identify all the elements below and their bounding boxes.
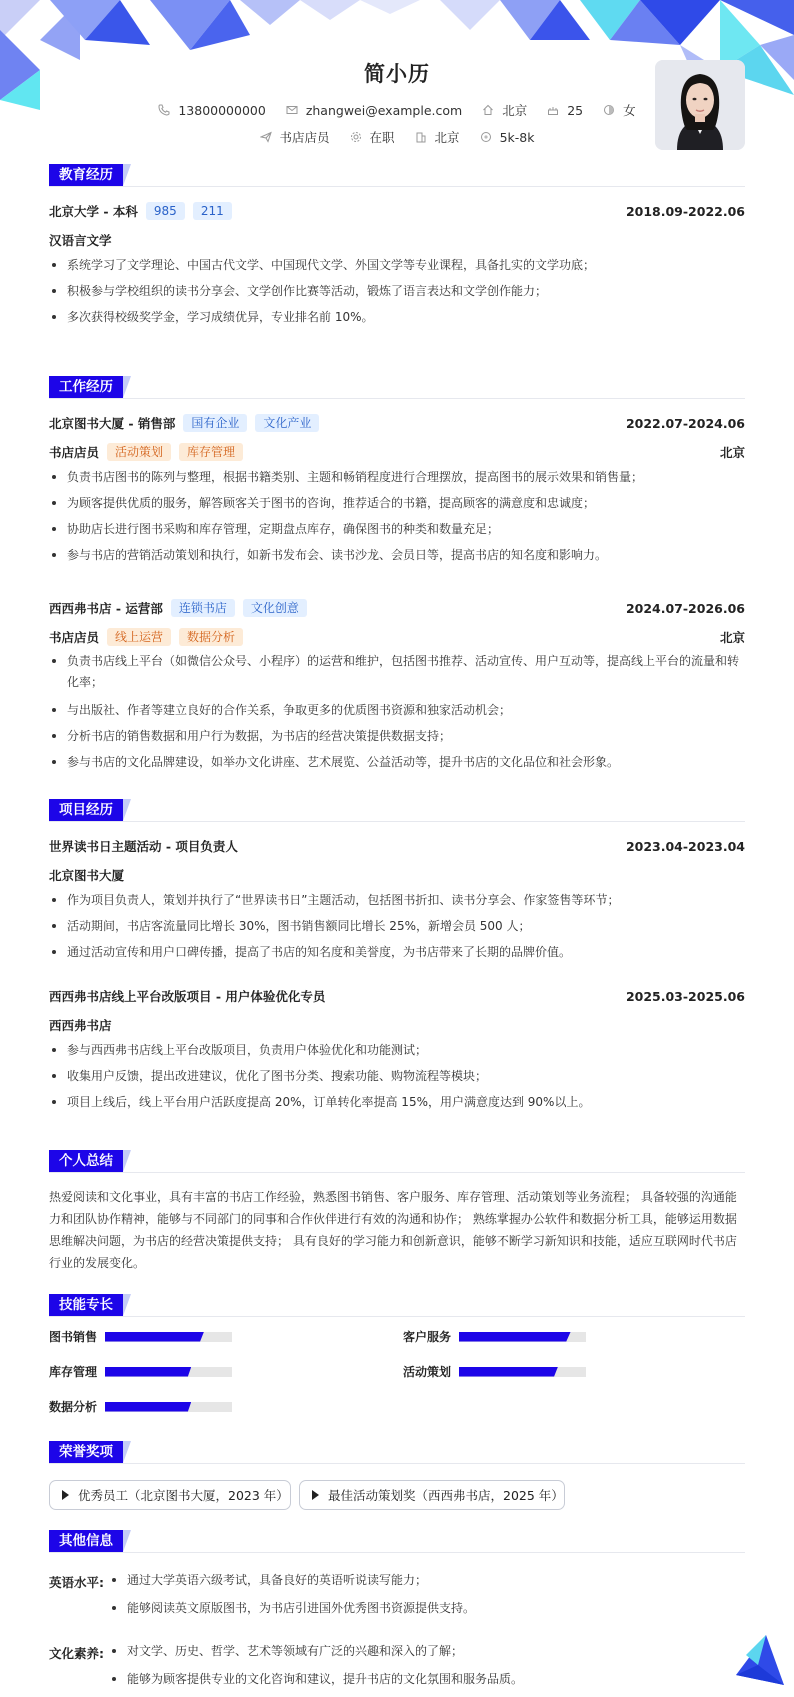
education-date: 2018.09-2022.06 bbox=[625, 203, 745, 219]
project-bullets bbox=[49, 887, 745, 965]
coin-icon bbox=[480, 131, 492, 143]
other-label: 文化素养: bbox=[49, 1646, 104, 1661]
target-city-text: 北京 bbox=[434, 130, 460, 145]
send-icon bbox=[260, 131, 272, 143]
salary-item bbox=[480, 130, 535, 145]
skill-name: 数据分析 bbox=[49, 1400, 98, 1414]
company-tag: 文化创意 bbox=[243, 599, 307, 617]
award-text: 最佳活动策划奖（西西弗书店，2025 年） bbox=[328, 1488, 564, 1503]
skill-bar bbox=[105, 1332, 232, 1342]
other-label: 英语水平: bbox=[49, 1575, 104, 1590]
gender-text: 女 bbox=[623, 103, 636, 118]
work-section bbox=[49, 376, 745, 769]
work-bullets bbox=[49, 649, 745, 775]
list-item: 积极参与学校组织的读书分享会、文学创作比赛等活动，锻炼了语言表达和文学创作能力； bbox=[49, 278, 745, 304]
summary-section bbox=[49, 1150, 745, 1270]
award-text: 优秀员工（北京图书大厦，2023 年） bbox=[78, 1488, 289, 1503]
section-header bbox=[49, 164, 745, 187]
section-title: 技能专长 bbox=[49, 1294, 123, 1316]
work-location: 北京 bbox=[719, 630, 745, 645]
list-item: 通过活动宣传和用户口碑传播，提高了书店的知名度和美誉度，为书店带来了长期的品牌价值。 bbox=[49, 939, 745, 965]
gender-item bbox=[603, 101, 636, 119]
project-date: 2023.04-2023.04 bbox=[625, 838, 745, 854]
work-date: 2024.07-2026.06 bbox=[625, 600, 745, 616]
phone-icon bbox=[158, 104, 170, 116]
company-tag: 国有企业 bbox=[183, 414, 247, 432]
education-header-row bbox=[49, 202, 745, 220]
award-item bbox=[49, 1480, 291, 1510]
list-item: 活动期间，书店客流量同比增长 30%，图书销售额同比增长 25%，新增会员 500 人； bbox=[49, 913, 745, 939]
project-org: 北京图书大厦 bbox=[49, 868, 125, 883]
skill-item bbox=[49, 1363, 232, 1380]
target-job-text: 书店店员 bbox=[279, 130, 330, 145]
list-item: 能够阅读英文原版图书，为书店引进国外优秀图书资源提供支持。 bbox=[109, 1594, 745, 1622]
email-item bbox=[286, 103, 462, 118]
list-item: 对文学、历史、哲学、艺术等领域有广泛的兴趣和深入的了解； bbox=[109, 1637, 745, 1665]
project-header-row bbox=[49, 987, 745, 1005]
list-item: 多次获得校级奖学金，学习成绩优异，专业排名前 10%。 bbox=[49, 304, 745, 330]
section-title: 项目经历 bbox=[49, 799, 123, 821]
award-item bbox=[299, 1480, 565, 1510]
section-title: 工作经历 bbox=[49, 376, 123, 398]
list-item: 负责书店图书的陈列与整理，根据书籍类别、主题和畅销程度进行合理摆放，提高图书的展示效果和销售量； bbox=[49, 464, 745, 490]
role-tag: 线上运营 bbox=[107, 628, 171, 646]
candidate-name: 简小历 bbox=[364, 62, 430, 86]
honors-list bbox=[49, 1480, 745, 1512]
list-item: 负责书店线上平台（如微信公众号、小程序）的运营和维护，包括图书推荐、活动宣传、用户互动等，提高线上平台的流量和转化率； bbox=[49, 649, 745, 697]
section-title: 个人总结 bbox=[49, 1150, 123, 1172]
triangle-right-icon bbox=[62, 1490, 69, 1500]
skill-bar-fill bbox=[105, 1367, 191, 1377]
list-item: 协助店长进行图书采购和库存管理，定期盘点库存，确保图书的种类和数量充足； bbox=[49, 516, 745, 542]
section-header bbox=[49, 1441, 745, 1464]
skills-section bbox=[49, 1294, 745, 1414]
avatar bbox=[655, 60, 745, 150]
role-name: 书店店员 bbox=[49, 445, 100, 460]
section-title: 教育经历 bbox=[49, 164, 123, 186]
gear-icon bbox=[350, 131, 362, 143]
salary-text: 5k-8k bbox=[499, 129, 535, 145]
skill-name: 客户服务 bbox=[403, 1330, 452, 1344]
major-name: 汉语言文学 bbox=[49, 233, 112, 248]
work-date: 2022.07-2024.06 bbox=[625, 415, 745, 431]
age-text: 25 bbox=[567, 102, 584, 118]
skill-bar-fill bbox=[105, 1332, 204, 1342]
other-items bbox=[109, 1637, 745, 1693]
skill-item bbox=[403, 1328, 586, 1345]
list-item: 收集用户反馈，提出改进建议，优化了图书分类、搜索功能、购物流程等模块； bbox=[49, 1063, 745, 1089]
skill-bar bbox=[459, 1332, 586, 1342]
email-icon bbox=[286, 104, 298, 116]
skill-bar-fill bbox=[459, 1332, 571, 1342]
skill-bar-fill bbox=[105, 1402, 191, 1412]
phone-text: 13800000000 bbox=[178, 102, 266, 118]
skill-item bbox=[403, 1363, 586, 1380]
skill-bar-fill bbox=[459, 1367, 558, 1377]
honors-section bbox=[49, 1441, 745, 1503]
skill-item bbox=[49, 1398, 232, 1415]
cake-icon bbox=[547, 104, 559, 116]
building-icon bbox=[415, 131, 427, 143]
skill-bar bbox=[105, 1367, 232, 1377]
project-org: 西西弗书店 bbox=[49, 1018, 112, 1033]
other-section bbox=[49, 1530, 745, 1686]
role-name: 书店店员 bbox=[49, 630, 100, 645]
email-text: zhangwei@example.com bbox=[305, 102, 463, 118]
section-header bbox=[49, 376, 745, 399]
projects-section bbox=[49, 799, 745, 1109]
section-header bbox=[49, 1530, 745, 1553]
school-tag: 211 bbox=[193, 202, 232, 220]
gender-icon bbox=[603, 104, 615, 116]
education-section bbox=[49, 164, 745, 324]
section-header bbox=[49, 799, 745, 822]
skill-name: 库存管理 bbox=[49, 1365, 98, 1379]
section-header bbox=[49, 1150, 745, 1173]
skill-bar bbox=[105, 1402, 232, 1412]
project-org-row bbox=[49, 1016, 745, 1034]
list-item: 分析书店的销售数据和用户行为数据，为书店的经营决策提供数据支持； bbox=[49, 723, 745, 749]
list-item: 系统学习了文学理论、中国古代文学、中国现代文学、外国文学等专业课程，具备扎实的文学功底； bbox=[49, 252, 745, 278]
company-tag: 文化产业 bbox=[255, 414, 319, 432]
school-tag: 985 bbox=[146, 202, 185, 220]
avatar-portrait bbox=[655, 60, 745, 150]
target-job-item bbox=[260, 128, 330, 146]
company-name: 北京图书大厦 - 销售部 bbox=[49, 416, 176, 431]
list-item: 通过大学英语六级考试，具备良好的英语听说读写能力； bbox=[109, 1566, 745, 1594]
skill-name: 图书销售 bbox=[49, 1330, 98, 1344]
city-item bbox=[482, 101, 527, 119]
section-title: 荣誉奖项 bbox=[49, 1441, 123, 1463]
city-text: 北京 bbox=[502, 103, 528, 118]
age-item bbox=[547, 103, 583, 118]
list-item: 参与书店的营销活动策划和执行，如新书发布会、读书沙龙、会员日等，提高书店的知名度和影响力。 bbox=[49, 542, 745, 568]
other-items bbox=[109, 1566, 745, 1622]
triangle-right-icon bbox=[312, 1490, 319, 1500]
role-tag: 活动策划 bbox=[107, 443, 171, 461]
skill-bar bbox=[459, 1367, 586, 1377]
list-item: 能够为顾客提供专业的文化咨询和建议，提升书店的文化氛围和服务品质。 bbox=[109, 1665, 745, 1693]
target-city-item bbox=[415, 128, 460, 146]
section-title: 其他信息 bbox=[49, 1530, 123, 1552]
skill-name: 活动策划 bbox=[403, 1365, 452, 1379]
work-role-row bbox=[49, 628, 745, 646]
skill-item bbox=[49, 1328, 232, 1345]
list-item: 与出版社、作者等建立良好的合作关系，争取更多的优质图书资源和独家活动机会； bbox=[49, 697, 745, 723]
project-title: 西西弗书店线上平台改版项目 - 用户体验优化专员 bbox=[49, 989, 326, 1004]
school-name: 北京大学 - 本科 bbox=[49, 204, 138, 219]
list-item: 为顾客提供优质的服务，解答顾客关于图书的咨询，推荐适合的书籍，提高顾客的满意度和忠诚度； bbox=[49, 490, 745, 516]
project-date: 2025.03-2025.06 bbox=[625, 988, 745, 1004]
summary-text: 热爱阅读和文化事业，具有丰富的书店工作经验，熟悉图书销售、客户服务、库存管理、活动策划等业务流程； 具备较强的沟通能力和团队协作精神，能够与不同部门的同事和合作伙伴进行有效的沟通和协作； 熟练掌握办公软件和数据分析工具，能够运用数据思维解决问题，为书店的经营决策提供支持； 具有良好的学习能力和创新意识，能够不断学习新知识和技能，适应互联网时代书店行业的发展变化。 bbox=[49, 1190, 737, 1270]
work-header-row bbox=[49, 414, 745, 432]
education-bullets bbox=[49, 252, 745, 330]
company-name: 西西弗书店 - 运营部 bbox=[49, 601, 163, 616]
list-item: 参与西西弗书店线上平台改版项目，负责用户体验优化和功能测试； bbox=[49, 1037, 745, 1063]
work-bullets bbox=[49, 464, 745, 568]
status-item bbox=[350, 128, 395, 146]
role-tag: 数据分析 bbox=[179, 628, 243, 646]
major-row bbox=[49, 231, 745, 249]
project-header-row bbox=[49, 837, 745, 855]
project-org-row bbox=[49, 866, 745, 884]
project-bullets bbox=[49, 1037, 745, 1115]
phone-item bbox=[158, 103, 265, 118]
work-header-row bbox=[49, 599, 745, 617]
section-header bbox=[49, 1294, 745, 1317]
work-role-row bbox=[49, 443, 745, 461]
role-tag: 库存管理 bbox=[179, 443, 243, 461]
list-item: 作为项目负责人，策划并执行了“世界读书日”主题活动，包括图书折扣、读书分享会、作家签售等环节； bbox=[49, 887, 745, 913]
work-location: 北京 bbox=[719, 445, 745, 460]
company-tag: 连锁书店 bbox=[171, 599, 235, 617]
list-item: 参与书店的文化品牌建设，如举办文化讲座、艺术展览、公益活动等，提升书店的文化品位和社会形象。 bbox=[49, 749, 745, 775]
status-text: 在职 bbox=[369, 130, 395, 145]
home-icon bbox=[482, 104, 494, 116]
list-item: 项目上线后，线上平台用户活跃度提高 20%，订单转化率提高 15%，用户满意度达到 90%以上。 bbox=[49, 1089, 745, 1115]
project-title: 世界读书日主题活动 - 项目负责人 bbox=[49, 839, 238, 854]
